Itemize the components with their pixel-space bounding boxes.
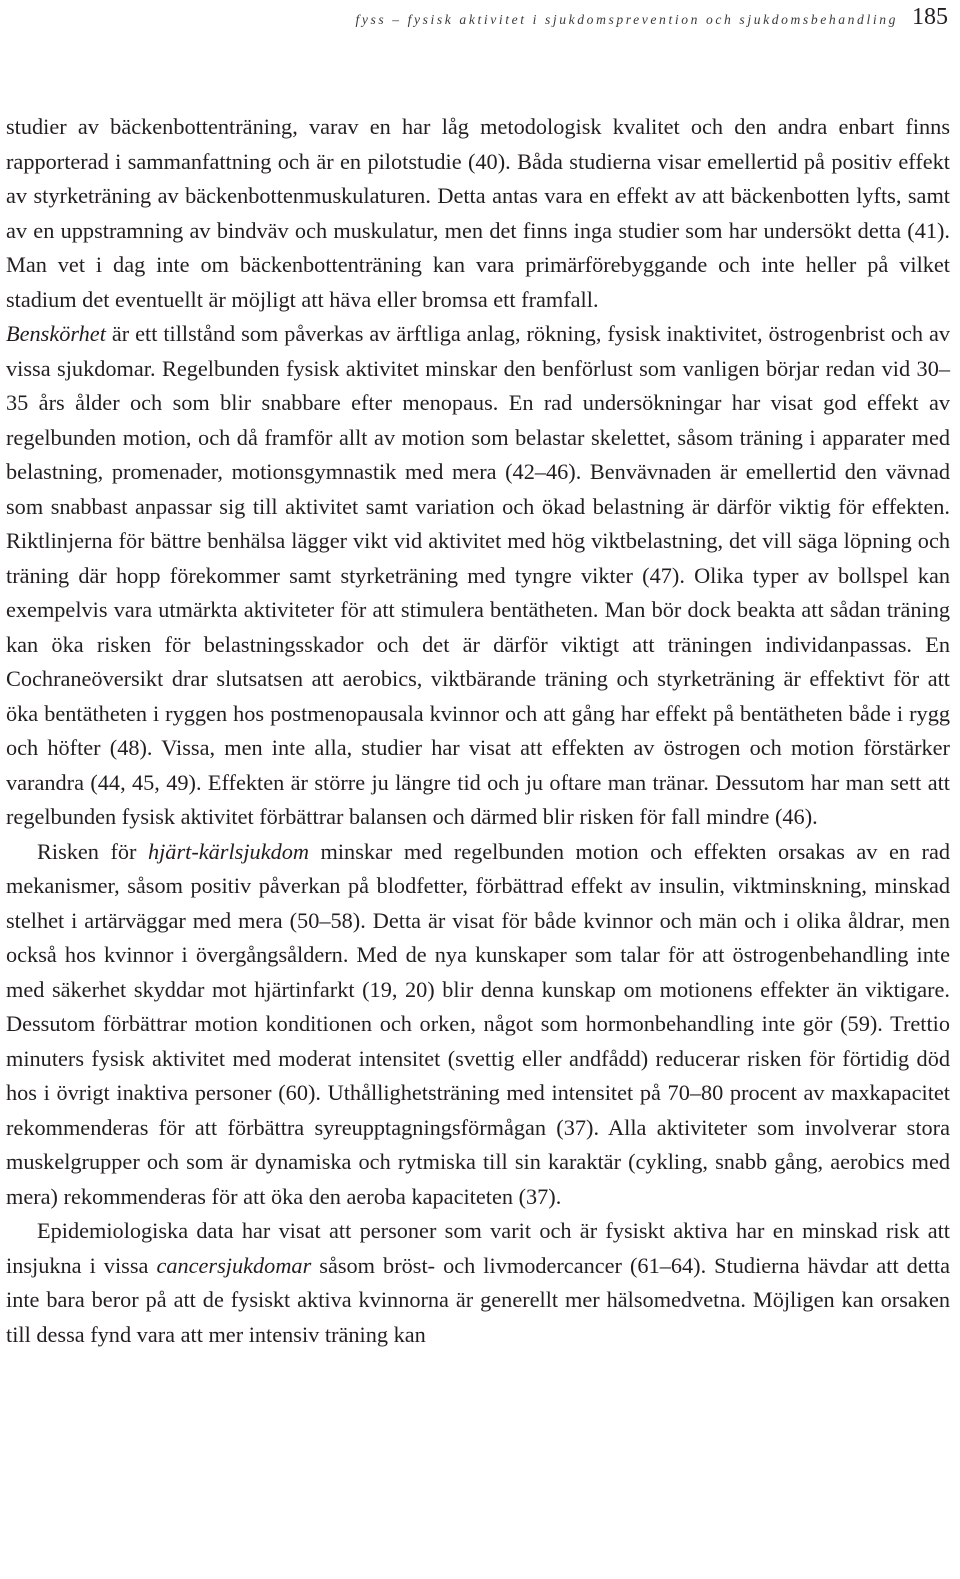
paragraph-text: Epidemiologiska data har visat att personer som varit och är fysiskt aktiva har en minskad risk att insjukna i vissa — [6, 1218, 950, 1278]
paragraph-text: är ett tillstånd som påverkas av ärftliga anlag, rökning, fysisk inaktivitet, östrogenbrist och av vissa sjukdomar. Regelbunden fysisk aktivitet minskar den benförlust som vanligen börjar redan vid 30–35 års ålder och som blir snabbare efter menopaus. En rad undersökningar har visat god effekt av regelbunden motion, och då framför allt av motion som belastar skelettet, såsom träning i apparater med belastning, promenader, motionsgymnastik med mera (42–46). Benvävnaden är emellertid den vävnad som snabbast anpassar sig till aktivitet samt variation och ökad belastning är därför viktig för effekten. Riktlinjerna för bättre benhälsa lägger vikt vid aktivitet med hög viktbelastning, det vill säga löpning och träning där hopp förekommer samt styrketräning med tyngre vikter (47). Olika typer av bollspel kan exempelvis vara utmärkta aktiviteter för att stimulera bentätheten. Man bör dock beakta att sådan träning kan öka risken för belastningsskador och det är därför viktigt att träningen individanpassas. En Cochraneöversikt drar slutsatsen att aerobics, viktbärande träning och styrketräning är effektivt för att öka bentätheten i ryggen hos postmenopausala kvinnor och att gång har effekt på bentätheten både i rygg och höfter (48). Vissa, men inte alla, studier har visat att effekten av östrogen och motion förstärker varandra (44, 45, 49). Effekten är större ju längre tid och ju oftare man tränar. Dessutom har man sett att regelbunden fysisk aktivitet förbättrar balansen och därmed blir risken för fall mindre (46). — [6, 321, 950, 829]
paragraph-benskorhet — [6, 317, 950, 835]
body-text — [6, 110, 950, 1352]
paragraph-text: såsom bröst- och livmodercancer (61–64). Studierna hävdar att detta inte bara beror på att de fysiskt aktiva kvinnorna är generellt mer hälsomedvetna. Möjligen kan orsaken till dessa fynd vara att mer intensiv träning kan — [6, 1252, 950, 1347]
paragraph-hjart-karlsjukdom — [6, 835, 950, 1215]
italic-term-benskorhet: Benskörhet — [6, 321, 106, 346]
italic-term-hjart-karlsjukdom: hjärt-kärlsjukdom — [147, 838, 309, 864]
paragraph-continuation — [6, 110, 950, 317]
paragraph-text: studier av bäckenbottenträning, varav en har låg metodologisk kvalitet och den andra enbart finns rapporterad i sammanfattning och är en pilotstudie (40). Båda studierna visar emellertid på positiv effekt av styrketräning av bäckenbottenmuskulaturen. Detta antas vara en effekt av att bäckenbotten lyfts, samt av en uppstramning av bindväv och muskulatur, men det finns inga studier som har undersökt detta (41). Man vet i dag inte om bäckenbottenträning kan vara primärförebyggande och inte heller på vilket stadium det eventuellt är möjligt att häva eller bromsa ett framfall. — [6, 114, 950, 312]
paragraph-text: minskar med regelbunden motion och effekten orsakas av en rad mekanismer, såsom positiv påverkan på blodfetter, förbättrad effekt av insulin, viktminskning, minskad stelhet i artärväggar med mera (50–58). Detta är visat för både kvinnor och män och i olika åldrar, men också hos kvinnor i övergångsåldern. Med de nya kunskaper som talar för att östrogenbehandling inte med säkerhet skyddar mot hjärtinfarkt (19, 20) blir denna kunskap om motionens effekter än viktigare. Dessutom förbättrar motion konditionen och orken, något som hormonbehandling inte gör (59). Trettio minuters fysisk aktivitet med moderat intensitet (svettig eller andfådd) reducerar risken för förtidig död hos i övrigt inaktiva personer (60). Uthållighetsträning med intensitet på 70–80 procent av maxkapacitet rekommenderas för att förbättra syreupptagningsförmågan (37). Alla aktiviteter som involverar stora muskelgrupper och som är dynamiska och rytmiska till sin karaktär (cykling, snabb gång, aerobics med mera) rekommenderas för att öka den aeroba kapaciteten (37). — [6, 838, 950, 1209]
running-head — [355, 4, 948, 28]
page-number: 185 — [912, 4, 948, 30]
italic-term-cancersjukdomar: cancersjukdomar — [156, 1252, 312, 1278]
running-head-title: fyss – fysisk aktivitet i sjukdomsprevention och sjukdomsbehandling — [355, 12, 898, 27]
paragraph-text: Risken för — [37, 838, 148, 864]
paragraph-cancer — [6, 1214, 950, 1352]
